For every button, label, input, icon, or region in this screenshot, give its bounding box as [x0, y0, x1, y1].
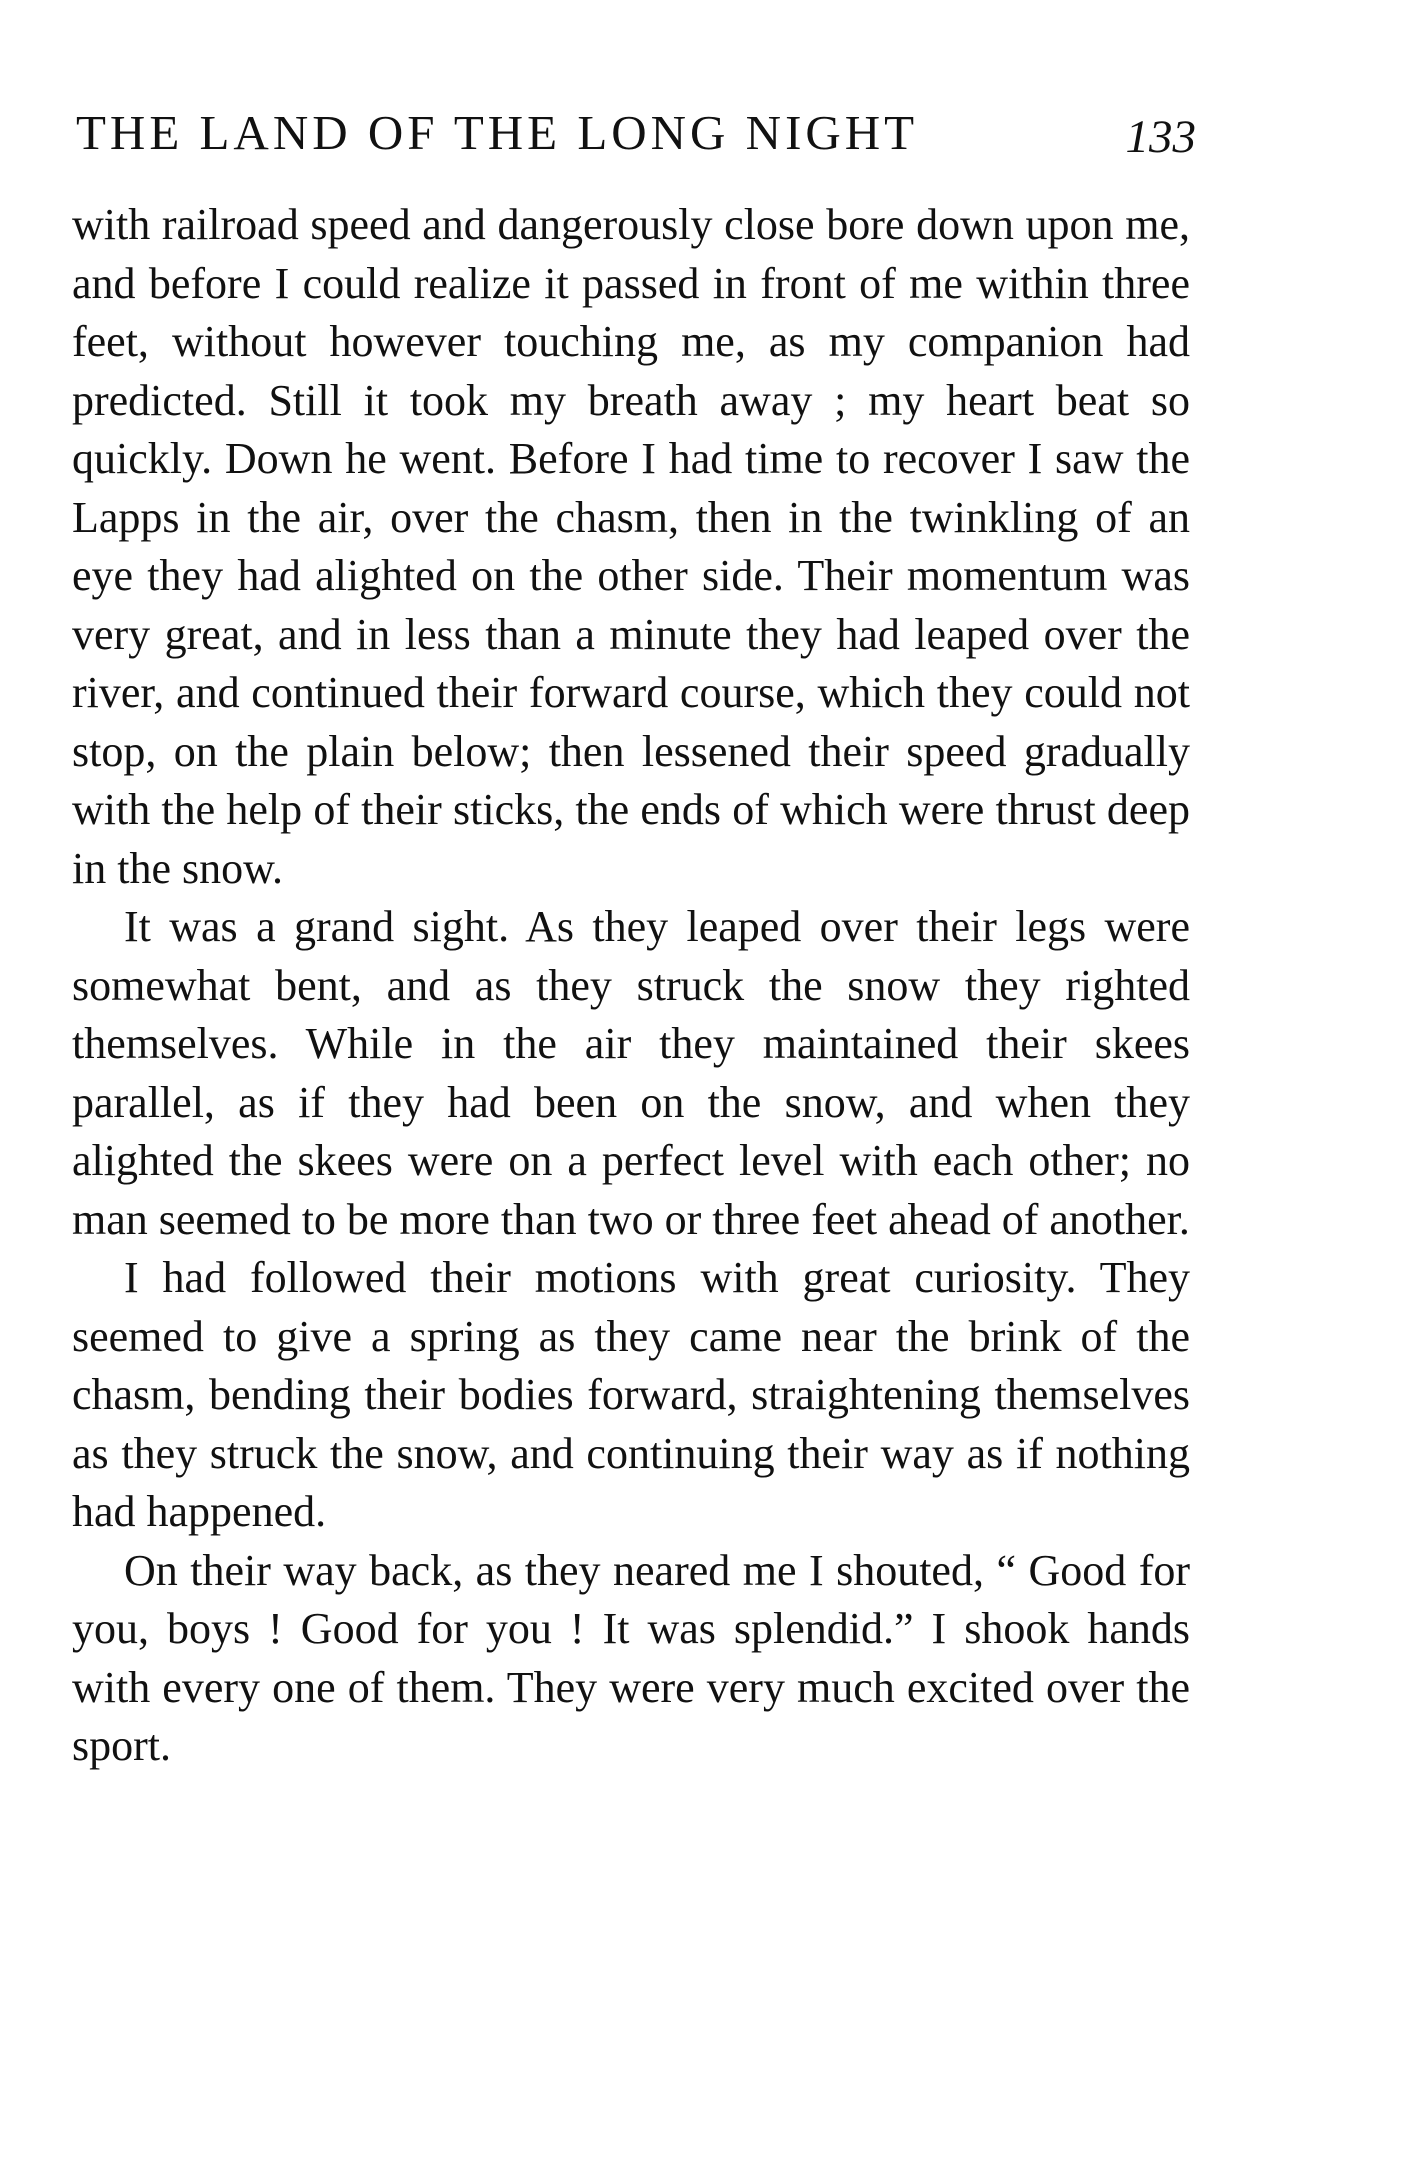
page-header [76, 104, 1196, 161]
body-text [72, 196, 1190, 1776]
paragraph-way-back: On their way back, as they neared me I shouted, “ Good for you, boys ! Good for you ! It was splendid.” I shook hands with every one of them. They were very much excited over the sport. [72, 1545, 1190, 1770]
running-head: THE LAND OF THE LONG NIGHT [76, 105, 919, 160]
paragraph-grand-sight: It was a grand sight. As they leaped over their legs were somewhat bent, and as they struck the snow they righted themselves. While in the air they maintained their skees parallel, as if they had been on the snow, and when they alighted the skees were on a perfect level with each other; no man seemed to be more than two or three feet ahead of another. [72, 902, 1190, 1244]
paragraph-continued: with railroad speed and dangerously close bore down upon me, and before I could realize it passed in front of me within three feet, without however touching me, as my companion had predicted. Still it took my breath away ; my heart beat so quickly. Down he went. Before I had time to recover I saw the Lapps in the air, over the chasm, then in the twinkling of an eye they had alighted on the other side. Their momentum was very great, and in less than a minute they had leaped over the river, and continued their forward course, which they could not stop, on the plain below; then lessened their speed gradually with the help of their sticks, the ends of which were thrust deep in the snow. [72, 200, 1190, 893]
paragraph-followed-motions: I had followed their motions with great curiosity. They seemed to give a spring as they came near the brink of the chasm, bending their bodies forward, straightening themselves as they struck the snow, and continuing their way as if nothing had happened. [72, 1253, 1190, 1536]
page-number: 133 [1125, 111, 1196, 163]
